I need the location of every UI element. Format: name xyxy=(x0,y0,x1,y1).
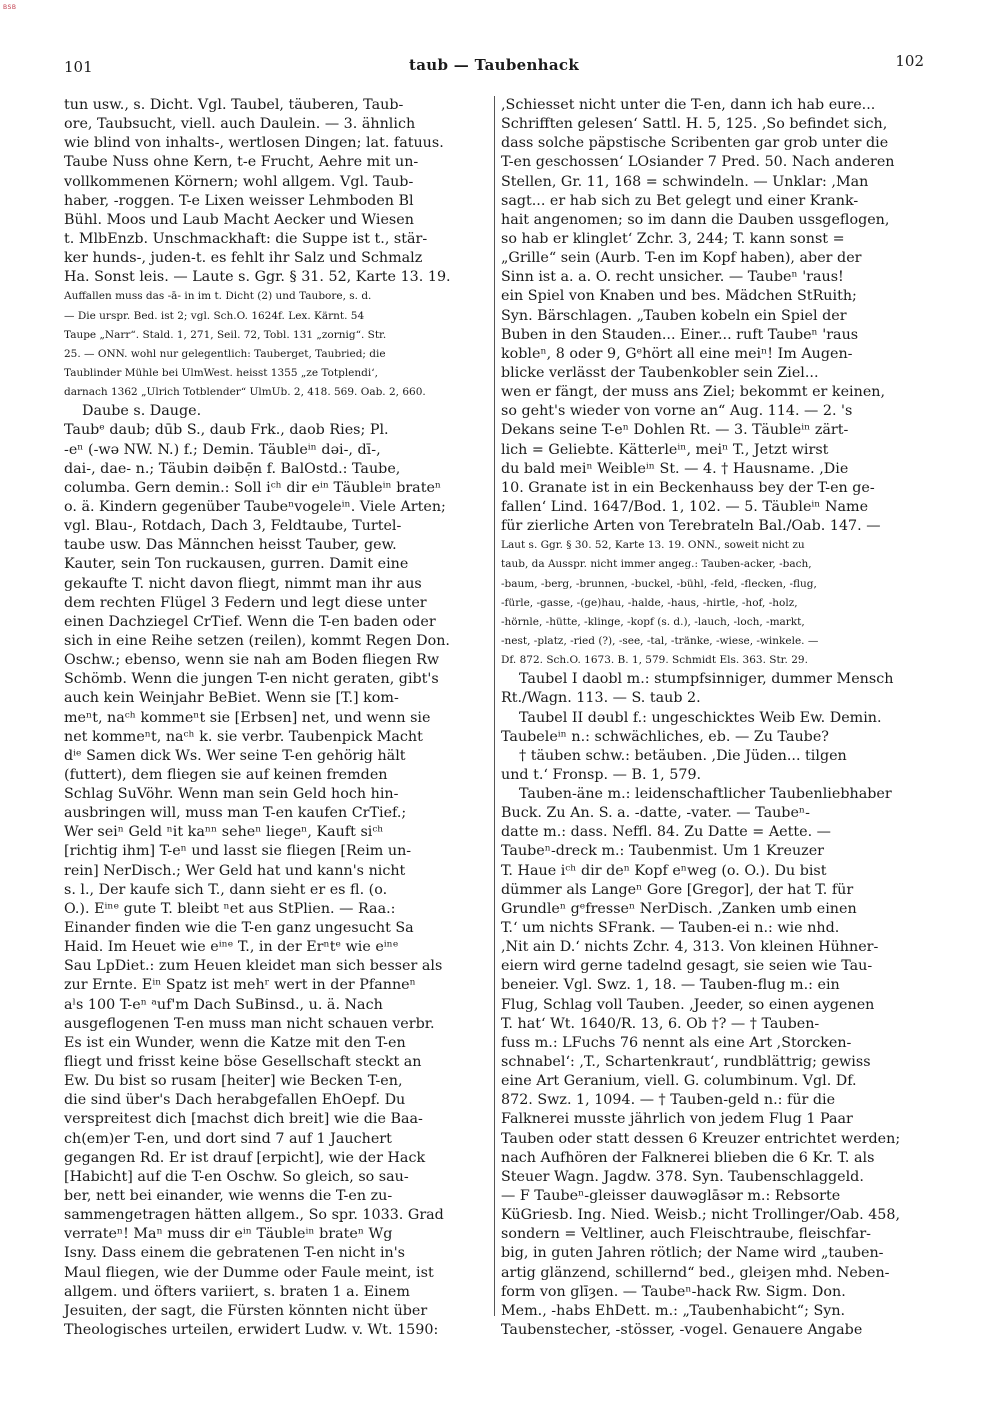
text-line: Schlag SuVöhr. Wenn man sein Geld hoch hin- xyxy=(64,786,399,803)
text-line: Taubel II dəubl f.: ungeschicktes Weib Ew. Demin. xyxy=(519,709,882,726)
text-line: ein Spiel von Knaben und bes. Mädchen StRuith; xyxy=(501,288,857,305)
text-line: Ha. Sonst leis. — Laute s. Ggr. § 31. 52, Karte 13. 19. xyxy=(64,269,451,286)
text-line: Buben in den Stauden... Einer... ruft Taubeⁿ 'raus xyxy=(501,326,859,343)
text-line: Steuer Wagn. Jagdw. 378. Syn. Taubenschlaggeld. xyxy=(501,1168,864,1185)
text-line: -nest, -platz, -ried (?), -see, -tal, -tränke, -wiese, -winkele. — xyxy=(501,634,819,647)
text-line: sich in eine Reihe setzen (reilen), kommt Regen Don. xyxy=(64,632,450,649)
text-line: Jesuiten, der sagt, die Fürsten könnten nicht über xyxy=(64,1302,428,1319)
text-line: 872. Swz. 1, 1094. — † Tauben-geld n.: für die xyxy=(501,1092,836,1109)
text-line: wie blind von inhalts-, wertlosen Dingen; lat. fatuus. xyxy=(64,135,444,152)
text-line: Isny. Dass einem die gebratenen T-en nicht in's xyxy=(64,1245,406,1262)
text-line: form von glīȝen. — Taubeⁿ-hack Rw. Sigm. Don. xyxy=(501,1283,846,1300)
text-line: so geht's wieder von vorne an“ Aug. 114. — 2. 's xyxy=(501,403,853,420)
text-line: und t.‘ Fronsp. — B. 1, 579. xyxy=(501,766,702,783)
text-line: Taubel I daobl m.: stumpfsinniger, dummer Mensch xyxy=(519,671,894,688)
text-line: Grundleⁿ gᵉfresseⁿ NerDisch. ,Zanken umb einen xyxy=(501,900,857,917)
text-line: Auffallen muss das -ā- in im t. Dicht (2) und Taubore, s. d. xyxy=(64,290,372,303)
text-line: Taubeⁿ-dreck m.: Taubenmist. Um 1 Kreuzer xyxy=(501,843,824,860)
text-line: † täuben schw.: betäuben. ,Die Jüden... tilgen xyxy=(519,747,847,764)
text-line: eiern wird gerne tadelnd gesagt, sie seien wie Tau- xyxy=(501,958,873,975)
text-line: Taupe „Narr“. Stald. 1, 271, Seil. 72, Tobl. 131 „zornig“. Str. xyxy=(64,328,387,341)
text-line: ,Nit ain D.‘ nichts Zchr. 4, 313. Von kleinen Hühner- xyxy=(501,939,879,956)
text-line: Laut s. Ggr. § 30. 52, Karte 13. 19. ONN., soweit nicht zu xyxy=(501,539,805,552)
text-line: Taublinder Mühle bei UlmWest. heisst 1355 „ze Totplendi‘, xyxy=(64,366,378,379)
text-line: fliegt und frisst keine böse Gesellschaft steckt an xyxy=(64,1054,422,1071)
text-line: aˡs 100 T-eⁿ ᵃuf'm Dach SuBinsd., u. ä. Nach xyxy=(64,996,383,1013)
text-line: Dekans seine T-eⁿ Dohlen Rt. — 3. Täubleⁱⁿ zärt- xyxy=(501,422,849,439)
text-line: gekaufte T. nicht davon fliegt, nimmt man ihr aus xyxy=(64,575,422,592)
text-line: sagt... er hab sich zu Bet gelegt und einer Krank- xyxy=(501,192,859,209)
text-line: artig glänzend, schillernd“ bed., gleiȝen mhd. Neben- xyxy=(501,1264,890,1281)
text-line: dⁱᵉ Samen dick Ws. Wer seine T-en gehörig hält xyxy=(64,747,406,764)
text-line: taub, da Ausspr. nicht immer angeg.: Tauben-acker, -bach, xyxy=(501,558,812,571)
text-line: Sau LpDiet.: zum Heuen kleidet man sich besser als xyxy=(64,958,443,975)
library-watermark: BSB xyxy=(3,4,17,11)
text-line: nach Aufhören der Falknerei blieben die 6 Kr. T. als xyxy=(501,1149,875,1166)
text-line: Es ist ein Wunder, wenn die Katze mit den T-en xyxy=(64,1034,406,1051)
text-line: Flug, Schlag voll Tauben. ,Jeeder, so einen aygenen xyxy=(501,996,875,1013)
text-line: T. hat‘ Wt. 1640/R. 13, 6. Ob †? — † Tauben- xyxy=(501,1015,820,1032)
text-line: Maul fliegen, wie der Dumme oder Faule meint, ist xyxy=(64,1264,434,1281)
text-line: sammengetragen hätten allgem., So spr. 1033. Grad xyxy=(64,1207,444,1224)
text-line: eine Art Geranium, viell. G. columbinum. Vgl. Df. xyxy=(501,1073,857,1090)
page-header xyxy=(64,52,924,78)
running-title: taub — Taubenhack xyxy=(408,56,580,74)
text-line: verspreitest dich [machst dich breit] wie die Baa- xyxy=(64,1111,423,1128)
text-line: fallen‘ Lind. 1647/Bod. 1, 102. — 5. Täubleⁱⁿ Name xyxy=(501,498,869,515)
text-line: Taubenstecher, -stösser, -vogel. Genauere Angabe xyxy=(501,1322,863,1338)
text-line: haber, -roggen. T-e Lixen weisser Lehmboden Bl xyxy=(64,192,414,209)
text-line: auch kein Weinjahr BeBiet. Wenn sie [T.] kom- xyxy=(64,690,399,707)
text-line: gegangen Rd. Er ist drauf [erpicht], wie der Hack xyxy=(64,1149,426,1166)
text-line: für zierliche Arten von Terebrateln Bal./Oab. 147. — xyxy=(501,518,881,535)
text-line: Buck. Zu An. S. a. -datte, -vater. — Taubeⁿ- xyxy=(501,805,810,822)
text-line: schnabel‘: ,T., Schartenkraut‘, rundblättrig; gewiss xyxy=(501,1054,871,1071)
text-line: Stellen, Gr. 11, 168 = schwindeln. — Unklar: ,Man xyxy=(501,173,869,190)
text-line: KüGriesb. Ing. Nied. Weisb.; nicht Trollinger/Oab. 458, xyxy=(501,1207,901,1224)
text-line: T.‘ um nichts SFrank. — Tauben-ei n.: wie nhd. xyxy=(501,920,840,937)
text-line: du bald meiⁿ Weibleⁱⁿ St. — 4. † Hausname. ,Die xyxy=(501,460,849,477)
text-line: big, in guten Jahren rötlich; der Name wird „tauben- xyxy=(501,1245,884,1262)
text-line: Wer seiⁿ Geld ⁿit kaⁿⁿ seheⁿ liegeⁿ, Kauft siᶜʰ xyxy=(64,824,384,841)
text-line: Tauben-äne m.: leidenschaftlicher Taubenliebhaber xyxy=(519,786,892,803)
text-line: ausbringen will, muss man T-en kaufen CrTief.; xyxy=(64,805,407,822)
text-line: — F Taubeⁿ-gleisser dauwəglāsər m.: Rebsorte xyxy=(501,1188,841,1205)
column-divider xyxy=(494,96,495,1316)
text-line: einen Dachziegel CrTief. Wenn die T-en baden oder xyxy=(64,613,436,630)
text-line: Kauter, sein Ton ruckausen, gurren. Damit eine xyxy=(64,556,409,573)
text-line: vollkommenen Körnern; wohl allgem. Vgl. Taub- xyxy=(64,173,414,190)
text-line: allgem. und öfters variiert, s. braten 1 a. Einem xyxy=(64,1283,410,1300)
text-line: dümmer als Langeⁿ Gore [Gregor], der hat T. für xyxy=(501,881,854,898)
text-line: T-en geschossen‘ LOsiander 7 Pred. 50. Nach anderen xyxy=(501,154,895,171)
text-line: — Die urspr. Bed. ist 2; vgl. Sch.O. 1624f. Lex. Kärnt. 54 xyxy=(64,309,365,322)
text-line: Taube Nuss ohne Kern, t-e Frucht, Aehre mit un- xyxy=(64,154,419,171)
text-line: blicke verlässt der Taubenkobler sein Ziel... xyxy=(501,364,819,381)
text-line: Rt./Wagn. 113. — S. taub 2. xyxy=(501,690,701,707)
text-line: Daube s. Dauge. xyxy=(82,403,202,420)
text-line: ber, nett bei einander, wie wenns die T-en zu- xyxy=(64,1188,393,1205)
text-line: lich = Geliebte. Kätterleⁱⁿ, meiⁿ T., Jetzt wirst xyxy=(501,441,829,458)
text-line: dass solche päpstische Scribenten gar grob unter die xyxy=(501,135,889,152)
text-line: hait angenomen; so im dann die Dauben ussgeflogen, xyxy=(501,211,890,228)
text-line: ,Schiesset nicht unter die T-en, dann ich hab eure... xyxy=(501,97,876,113)
text-line: Syn. Bärschlagen. „Tauben kobeln ein Spiel der xyxy=(501,307,847,324)
text-line: t. MlbEnzb. Unschmackhaft: die Suppe ist t., stär- xyxy=(64,230,428,247)
text-line: 25. — ONN. wohl nur gelegentlich: Tauberget, Taubried; die xyxy=(64,347,386,360)
text-line: Ew. Du bist so rusam [heiter] wie Becken T-en, xyxy=(64,1073,403,1090)
text-line: Taubᵉ daub; dūb S., daub Frk., daob Ries; Pl. xyxy=(64,422,389,439)
text-line: beneier. Vgl. Swz. 1, 18. — Tauben-flug m.: ein xyxy=(501,977,840,994)
text-line: sondern = Veltliner, auch Fleischtraube, fleischfar- xyxy=(501,1226,872,1243)
text-line: Mem., -habs EhDett. m.: „Taubenhabicht“; Syn. xyxy=(501,1302,846,1319)
text-line: „Grille“ sein (Aurb. T-en im Kopf haben), aber der xyxy=(501,250,862,267)
text-line: O.). Eⁱⁿᵉ gute T. bleibt ⁿet aus StPlien. — Raa.: xyxy=(64,900,396,917)
text-line: 10. Granate ist in ein Beckenhauss bey der T-en ge- xyxy=(501,479,875,496)
text-line: Bühl. Moos und Laub Macht Aecker und Wiesen xyxy=(64,211,414,228)
text-line: Tauben oder statt dessen 6 Kreuzer entrichtet werden; xyxy=(501,1130,901,1147)
text-line: -hörnle, -hütte, -klinge, -kopf (s. d.), -lauch, -loch, -markt, xyxy=(501,615,805,628)
text-line: ore, Taubsucht, viell. auch Daulein. — 3. ähnlich xyxy=(64,116,416,133)
text-line: ch(em)er T-en, und dort sind 7 auf 1 Jauchert xyxy=(64,1130,392,1147)
text-line: Schömb. Wenn die jungen T-en nicht geraten, gibt's xyxy=(64,671,439,688)
left-column xyxy=(64,96,487,1338)
text-line: zur Ernte. Eⁱⁿ Spatz ist mehʳ wert in der Pfanneⁿ xyxy=(64,977,416,994)
text-line: o. ä. Kindern gegenüber Taubeⁿvogeleⁱⁿ. Viele Arten; xyxy=(64,498,446,515)
text-line: columba. Gern demin.: Soll iᶜʰ dir eⁱⁿ Täubleⁱⁿ brateⁿ xyxy=(64,479,442,496)
text-line: ausgeflogenen T-en muss man nicht schauen verbr. xyxy=(64,1015,435,1032)
text-line: ker hunds-, juden-t. es fehlt ihr Salz und Schmalz xyxy=(64,250,423,267)
text-line: -fürle, -gasse, -(ge)hau, -halde, -haus, -hirtle, -hof, -holz, xyxy=(501,596,798,609)
text-line: fuss m.: LFuchs 76 nennt als eine Art ,Storcken- xyxy=(501,1034,852,1051)
text-line: -eⁿ (-wə NW. N.) f.; Demin. Täubleⁱⁿ dəi-, dī-, xyxy=(64,441,381,458)
text-line: Theologisches urteilen, erwidert Ludw. v. Wt. 1590: xyxy=(64,1322,439,1338)
text-line: datte m.: dass. Neffl. 84. Zu Datte = Aette. — xyxy=(501,824,831,841)
text-line: Taubeleⁱⁿ n.: schwächliches, eb. — Zu Taube? xyxy=(501,728,829,745)
text-line: Haid. Im Heuet wie eⁱⁿᵉ T., in der Erⁿtᵉ wie eⁱⁿᵉ xyxy=(64,939,399,956)
text-line: taube usw. Das Männchen heisst Tauber, gew. xyxy=(64,537,397,554)
text-line: meⁿt, naᶜʰ kommeⁿt sie [Erbsen] net, und wenn sie xyxy=(64,709,431,726)
text-line: [Habicht] auf die T-en Oschw. So gleich, so sau- xyxy=(64,1168,409,1185)
text-line: Oschw.; ebenso, wenn sie nah am Boden fliegen Rw xyxy=(64,652,440,669)
right-column xyxy=(501,96,921,1338)
text-line: verrateⁿ! Maⁿ muss dir eⁱⁿ Täubleⁱⁿ brateⁿ Wg xyxy=(64,1226,393,1243)
text-line: s. l., Der kaufe sich T., dann sieht er es fl. (o. xyxy=(64,881,388,898)
text-line: die sind über's Dach herabgefallen EhOepf. Du xyxy=(64,1092,406,1109)
text-line: dem rechten Flügel 3 Federn und legt diese unter xyxy=(64,594,427,611)
page-number-right: 102 xyxy=(895,52,924,70)
text-line: net kommeⁿt, naᶜʰ k. sie verbr. Taubenpick Macht xyxy=(64,728,423,745)
text-line: Sinn ist a. a. O. recht unsicher. — Taubeⁿ 'raus! xyxy=(501,269,844,286)
text-line: T. Haue iᶜʰ dir deⁿ Kopf eⁿweg (o. O.). Du bist xyxy=(501,862,827,879)
text-line: vgl. Blau-, Rotdach, Dach 3, Feldtaube, Turtel- xyxy=(64,518,402,535)
text-line: Falknerei musste jährlich von jedem Flug 1 Paar xyxy=(501,1111,853,1128)
page-number-left: 101 xyxy=(64,58,93,76)
text-line: [richtig ihm] T-eⁿ und lasst sie fliegen [Reim un- xyxy=(64,843,412,860)
text-line: (futtert), dem fliegen sie auf keinen fremden xyxy=(64,766,388,783)
text-line: tun usw., s. Dicht. Vgl. Taubel, täuberen, Taub- xyxy=(64,97,404,113)
text-line: Einander finden wie die T-en ganz ungesucht Sa xyxy=(64,920,414,937)
text-line: Df. 872. Sch.O. 1673. B. 1, 579. Schmidt Els. 363. Str. 29. xyxy=(501,654,808,667)
text-line: rein] NerDisch.; Wer Geld hat und kann's nicht xyxy=(64,862,406,879)
text-line: so hab er klinglet‘ Zchr. 3, 244; T. kann sonst = xyxy=(501,230,845,247)
text-line: wen er fängt, der muss ans Ziel; bekommt er keinen, xyxy=(501,384,886,401)
text-line: dai-, dae- n.; Täubin dəibẹ̄n f. BalOstd.: Taube, xyxy=(64,460,401,477)
text-line: -baum, -berg, -brunnen, -buckel, -bühl, -feld, -flecken, -flug, xyxy=(501,577,817,590)
text-line: Schrifften gelesen‘ Sattl. H. 5, 125. ,So befindet sich, xyxy=(501,116,888,133)
text-line: kobleⁿ, 8 oder 9, Gᵉhört all eine meiⁿ! Im Augen- xyxy=(501,345,853,362)
text-line: darnach 1362 „Ulrich Totblender“ UlmUb. 2, 418. 569. Oab. 2, 660. xyxy=(64,386,426,399)
